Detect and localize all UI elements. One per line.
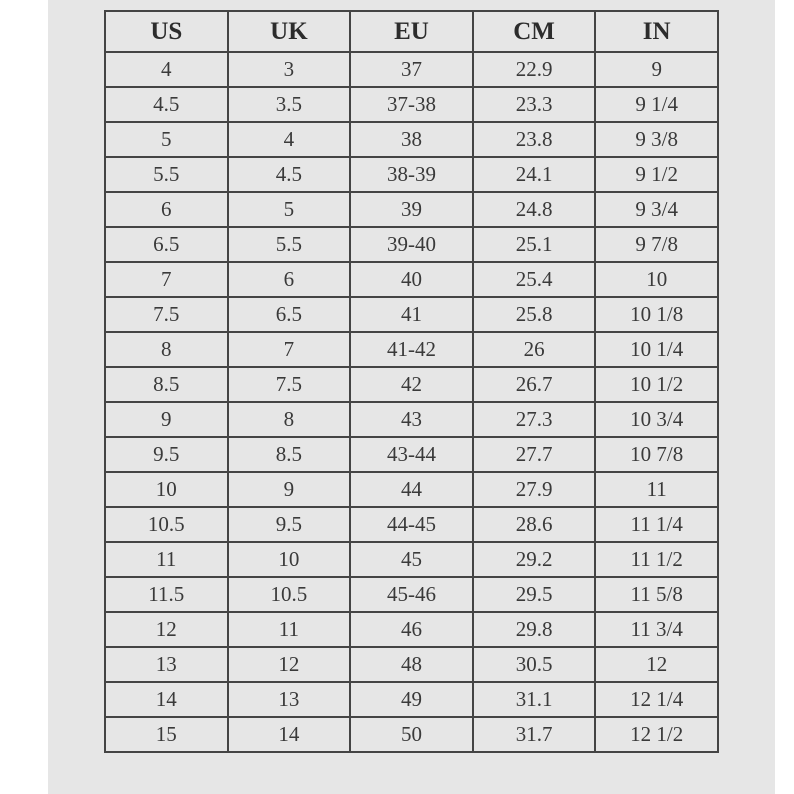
cell-in: 10 1/4 [595,332,718,367]
table-row [105,402,718,437]
cell-cm: 25.1 [473,227,596,262]
cell-cm: 27.7 [473,437,596,472]
cell-in: 10 [595,262,718,297]
cell-us: 7.5 [105,297,228,332]
cell-us: 9 [105,402,228,437]
cell-uk: 6 [228,262,351,297]
table-row [105,542,718,577]
cell-cm: 31.7 [473,717,596,752]
cell-uk: 12 [228,647,351,682]
cell-cm: 31.1 [473,682,596,717]
table-row [105,577,718,612]
cell-uk: 14 [228,717,351,752]
cell-eu: 49 [350,682,473,717]
cell-uk: 3 [228,52,351,87]
cell-in: 10 1/2 [595,367,718,402]
table-row [105,192,718,227]
cell-eu: 45 [350,542,473,577]
cell-uk: 10 [228,542,351,577]
cell-us: 8.5 [105,367,228,402]
cell-us: 14 [105,682,228,717]
cell-eu: 50 [350,717,473,752]
table-row [105,647,718,682]
table-row [105,472,718,507]
cell-eu: 39-40 [350,227,473,262]
table-row [105,227,718,262]
cell-in: 9 [595,52,718,87]
cell-cm: 29.2 [473,542,596,577]
table-row [105,332,718,367]
cell-eu: 44 [350,472,473,507]
cell-eu: 48 [350,647,473,682]
cell-uk: 8 [228,402,351,437]
cell-us: 10.5 [105,507,228,542]
column-header-in: IN [595,11,718,52]
cell-us: 4.5 [105,87,228,122]
table-body [105,52,718,752]
table-row [105,437,718,472]
cell-uk: 6.5 [228,297,351,332]
cell-uk: 5 [228,192,351,227]
cell-us: 4 [105,52,228,87]
cell-in: 11 1/4 [595,507,718,542]
column-header-cm: CM [473,11,596,52]
cell-eu: 39 [350,192,473,227]
table-row [105,122,718,157]
cell-in: 9 1/4 [595,87,718,122]
cell-eu: 38-39 [350,157,473,192]
cell-eu: 37-38 [350,87,473,122]
cell-uk: 10.5 [228,577,351,612]
cell-uk: 9 [228,472,351,507]
table-row [105,297,718,332]
table-row [105,87,718,122]
cell-cm: 29.5 [473,577,596,612]
cell-uk: 7.5 [228,367,351,402]
cell-us: 5.5 [105,157,228,192]
cell-uk: 8.5 [228,437,351,472]
cell-cm: 29.8 [473,612,596,647]
cell-cm: 28.6 [473,507,596,542]
cell-cm: 23.8 [473,122,596,157]
cell-us: 7 [105,262,228,297]
cell-cm: 26.7 [473,367,596,402]
cell-in: 12 1/4 [595,682,718,717]
cell-us: 12 [105,612,228,647]
cell-uk: 7 [228,332,351,367]
table-header [105,11,718,52]
cell-us: 9.5 [105,437,228,472]
cell-in: 11 5/8 [595,577,718,612]
cell-cm: 22.9 [473,52,596,87]
cell-cm: 24.8 [473,192,596,227]
column-header-us: US [105,11,228,52]
cell-in: 10 7/8 [595,437,718,472]
cell-uk: 9.5 [228,507,351,542]
table-row [105,612,718,647]
table-row [105,262,718,297]
cell-uk: 13 [228,682,351,717]
column-header-uk: UK [228,11,351,52]
table-row [105,157,718,192]
cell-in: 12 1/2 [595,717,718,752]
cell-uk: 4 [228,122,351,157]
cell-us: 10 [105,472,228,507]
cell-eu: 42 [350,367,473,402]
table-row [105,682,718,717]
cell-in: 11 3/4 [595,612,718,647]
column-header-eu: EU [350,11,473,52]
cell-in: 9 3/4 [595,192,718,227]
cell-uk: 3.5 [228,87,351,122]
table-row [105,367,718,402]
cell-cm: 30.5 [473,647,596,682]
table-row [105,52,718,87]
cell-eu: 41-42 [350,332,473,367]
table-row [105,507,718,542]
cell-in: 9 3/8 [595,122,718,157]
cell-uk: 11 [228,612,351,647]
cell-us: 15 [105,717,228,752]
cell-in: 10 3/4 [595,402,718,437]
cell-cm: 25.8 [473,297,596,332]
cell-us: 11 [105,542,228,577]
size-chart-table [104,10,719,753]
cell-cm: 24.1 [473,157,596,192]
cell-in: 9 1/2 [595,157,718,192]
cell-us: 5 [105,122,228,157]
cell-us: 8 [105,332,228,367]
cell-us: 6 [105,192,228,227]
cell-cm: 23.3 [473,87,596,122]
cell-eu: 37 [350,52,473,87]
cell-eu: 45-46 [350,577,473,612]
cell-in: 12 [595,647,718,682]
cell-in: 9 7/8 [595,227,718,262]
cell-eu: 38 [350,122,473,157]
cell-us: 6.5 [105,227,228,262]
cell-cm: 27.3 [473,402,596,437]
cell-uk: 4.5 [228,157,351,192]
cell-us: 11.5 [105,577,228,612]
table-row [105,717,718,752]
cell-eu: 41 [350,297,473,332]
cell-uk: 5.5 [228,227,351,262]
cell-us: 13 [105,647,228,682]
cell-cm: 27.9 [473,472,596,507]
cell-eu: 43-44 [350,437,473,472]
cell-eu: 43 [350,402,473,437]
cell-in: 10 1/8 [595,297,718,332]
header-row [105,11,718,52]
cell-eu: 40 [350,262,473,297]
cell-cm: 25.4 [473,262,596,297]
cell-in: 11 [595,472,718,507]
cell-cm: 26 [473,332,596,367]
cell-eu: 46 [350,612,473,647]
cell-in: 11 1/2 [595,542,718,577]
cell-eu: 44-45 [350,507,473,542]
